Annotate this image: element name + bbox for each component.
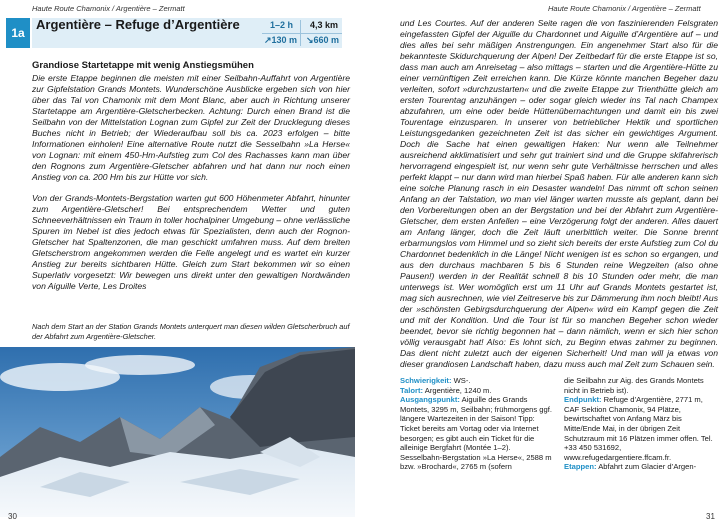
- section-subhead: Grandiose Startetappe mit wenig Anstiegsmühen: [32, 60, 254, 71]
- end-value: Refuge d’Argentière, 2771 m, CAF Sektion Chamonix, 94 Plätze, bewirtschaftet von Anfang März bis Mitte/Ende Mai, in der übrigen Zeit Schutzraum mit 16 Plätzen immer offen. Tel. +33 450 531692, www.refugedargentiere.ffcam.fr.: [564, 395, 713, 462]
- difficulty-value: WS-.: [453, 376, 471, 385]
- tour-ascent: ↗130 m: [264, 35, 298, 45]
- start-value: Aiguille des Grands Montets, 3295 m, Seilbahn; frühmorgens ggf. längere Wartezeiten in der Saison! Tipp: Ticket bereits am Vortag oder via Internet besorgen; es gibt auch ein Ticket für die alleinige Bergfahrt (Montée 1–2). Sesselbahn-Bergstation »La Herse«, 2588 m bzw. »Brochard«, 2765 m (sofern: [400, 395, 552, 472]
- end-label: Endpunkt:: [564, 395, 602, 405]
- stat-separator: [262, 33, 342, 34]
- glacier-photo: [0, 347, 355, 517]
- tour-descent: ↘660 m: [306, 35, 340, 45]
- body-paragraph-2: Von der Grands-Montets-Bergstation warten gut 600 Höhenmeter Abfahrt, hinunter zum Argentière-Gletscher! Bei entsprechendem Wetter und guten Schneeverhältnissen ein Traum in toller hochalpiner Umgebung – ohne verlässliche Spuren im Nebel ist dies jedoch etwas für Spezialisten, denn auch der Rognon-Gletscher hat Spaltenzonen, die man geschickt umfahren muss. Auf dem breiten Gletscherstrom angekommen werden die Felle angelegt und es wartet ein kurzer Anstieg zur bereits sichtbaren Hütte. Gleich zum Start bekommen wir so einen Superlativ vorgesetzt: Wir bewegen uns direkt unter den gewaltigen Nordwänden von Aiguille Verte, Les Droites: [32, 193, 350, 291]
- body-text-right: und Les Courtes. Auf der anderen Seite ragen die von faszinierenden Felsgraten eingefassten Gipfel der Aiguille du Chardonnet und Aiguille d’Argentière auf – und dies alles bei sehr mäßigen Anstrengungen. Ein angenehmer Start also für die bekannteste Skidurchquerung der Alpen! Der Zeitbedarf für die erste Etappe ist so, dass man auch am Anreisetag – also mittags – starten und die Argentière-Hütte zu einer vernünftigen Zeit erreichen kann. Die Kürze könnte manchen Begeher dazu verleiten, sofort »durchzustarten« und die zweite Etappe zur Trienthütte gleich am ersten Tourentag anzuhängen – oder sogar gleich wieder ins Tal nach Champex abzufahren, um eine oder beide Hüttenübernachtungen und damit ein bis zwei Tourentage einzusparen. In unserer von betrieblicher Hektik und sportlichen Leistungsgedanken gezeichneten Zeit ist das sicher ein gewichtiges Argument. Doch die Sache hat einen gewaltigen Haken: Nur wenn alle Teilnehmer ausreichend akklimatisiert und sehr gut trainiert sind und die Gruppe skifahrerisch hervorragend eingespielt ist, nur wenn sehr gute Verhältnisse herrschen und alles perfekt klappt – nur dann wird man hierbei Spaß haben. Für alle anderen kann sich eine solche Planung rasch in ein Desaster wandeln! Das nimmt oft schon seinen Anfang an der Talstation, wo man viel länger warten musste als geplant, dann bei den Vorbereitungen oben an der Bergstation und bei der Abfahrt zum Argentière-Gletscher, dem ersten Anfellen – eine Verzögerung folgt der anderen. Alles dauert am Anfang länger, doch die Zeit läuft unerbittlich weiter. Die Sonne brennt erbarmungslos vom Himmel und so zieht sich bereits der erste Aufstieg zum Col du Chardonnet bedenklich in die Länge! Nicht wenigen ist es schon so ergangen, und aus den durchaus machbaren 5 bis 6 Stunden reine Wegzeiten (also ohne Pausen!) werden in der Realität schnell 8 bis 10 Stunden oder mehr, die man unterwegs ist. Wer womöglich erst um 11 Uhr auf Grands Montets gestartet ist, mag sich ausrechnen, wie viel Zeitreserve bis zur Dämmerung ihm noch bleibt! Aus der »schönsten Gebirgsdurchquerung der Alpen« wird ein Kampf gegen die Zeit und mit der Kondition. Und die Tour ist für so manchen Begeher schon wieder beendet, bevor sie richtig begonnen hat – dann nämlich, wenn er sich hier schon völlig verausgabt hat! Also: Es lohnt sich, zu Beginn etwas zahmer zu beginnen. Das dient nicht zuletzt auch der eigenen Sicherheit! Und man will ja etwas von dieser grandiosen Landschaft haben, dazu muss auch mal Zeit zum Schauen sein.: [400, 18, 718, 369]
- talort-label: Talort:: [400, 385, 424, 395]
- info-column-1: [400, 376, 554, 472]
- body-paragraph-1: Die erste Etappe beginnen die meisten mit einer Seilbahn-Auffahrt von Argentière zur Gipfelstation Grands Montets. Wunderschöne Ausblicke ergeben sich von hier über das Tal von Chamonix mit dem Mont Blanc, aber auch in Richtung unserer Startetappe am Argentière-Gletscherbecken. Achtung: Durch einen Brand ist die Seilbahn von der Mittelstation Lognan zum Gipfel zur Zeit der Drucklegung dieses Buches nicht in Betrieb; der Wiederaufbau soll bis ca. 2023 erfolgen – bitte Informationen einholen! Eine alternative Route nutzt die Sesselbahn »La Herse« von Lognan: mit einem 450-Hm-Aufstieg zum Col des Rachasses kann man über den Rognons zum Argentière-Gletscher abfahren und hat dann nur noch einen Anstieg von ca. 200 Hm bis zur Hütte vor sich.: [32, 73, 350, 182]
- start-label: Ausgangspunkt:: [400, 395, 460, 405]
- running-head-left: Haute Route Chamonix / Argentière – Zermatt: [32, 4, 185, 13]
- running-head-right: Haute Route Chamonix / Argentière – Zermatt: [548, 4, 701, 13]
- photo-caption: Nach dem Start an der Station Grands Montets unterquert man diesen wilden Gletscherbruch auf der Abfahrt zum Argentière-Gletscher.: [32, 322, 350, 341]
- info-continued: die Seilbahn zur Aig. des Grands Montets nicht in Betrieb ist).: [564, 376, 704, 395]
- talort-value: Argentière, 1240 m.: [424, 385, 492, 395]
- stages-value: Abfahrt zum Glacier d’Argen-: [598, 462, 697, 472]
- tour-title: Argentière – Refuge d’Argentière: [36, 17, 240, 32]
- tour-number-badge: 1a: [6, 18, 30, 48]
- tour-distance: 4,3 km: [310, 20, 339, 30]
- difficulty-label: Schwierigkeit:: [400, 376, 452, 385]
- tour-info-box: [400, 376, 718, 472]
- info-column-2: [564, 376, 718, 472]
- page-number-left: 30: [8, 512, 17, 521]
- tour-time: 1–2 h: [270, 20, 294, 30]
- stages-label: Etappen:: [564, 462, 597, 472]
- glacier-illustration: [0, 347, 355, 517]
- page-number-right: 31: [706, 512, 715, 521]
